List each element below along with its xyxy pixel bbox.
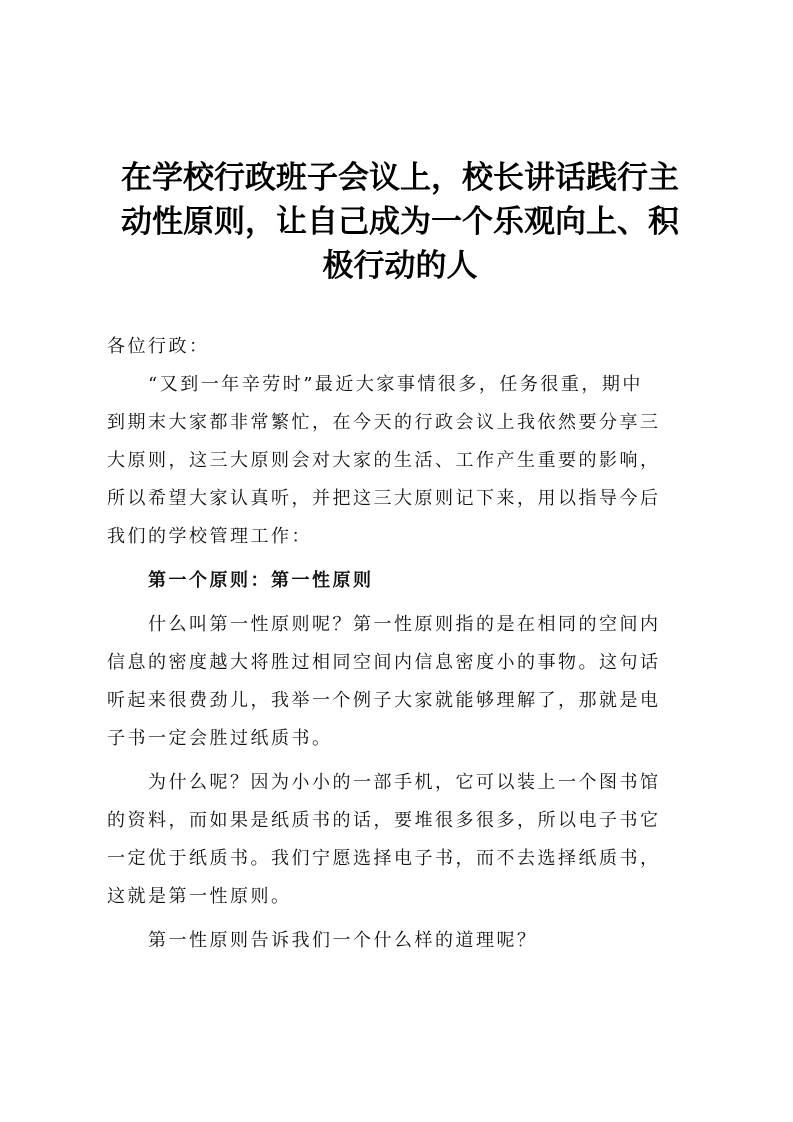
paragraph-line: 听起来很费劲儿，我举一个例子大家就能够理解了，那就是电	[107, 690, 661, 711]
paragraph-line: 到期末大家都非常繁忙，在今天的行政会议上我依然要分享三	[107, 412, 661, 433]
salutation: 各位行政：	[107, 336, 210, 357]
paragraph-example	[107, 764, 687, 916]
title-line: 动性原则，让自己成为一个乐观向上、积	[121, 204, 679, 240]
title-line: 在学校行政班子会议上，校长讲话践行主	[121, 160, 679, 196]
section-heading-first-principle	[107, 562, 687, 600]
title-line: 极行动的人	[322, 248, 478, 284]
document-body	[107, 328, 687, 960]
paragraph-line: 为什么呢？因为小小的一部手机，它可以装上一个图书馆	[148, 772, 661, 793]
paragraph-line: 的资料，而如果是纸质书的话，要堆很多很多，所以电子书它	[107, 810, 661, 831]
paragraph-question	[107, 922, 687, 960]
paragraph-line: 第一性原则告诉我们一个什么样的道理呢？	[148, 930, 538, 951]
paragraph-line: “又到一年辛劳时”最近大家事情很多，任务很重，期中	[148, 374, 643, 395]
paragraph-line: 信息的密度越大将胜过相同空间内信息密度小的事物。这句话	[107, 652, 661, 673]
section-heading: 第一个原则：第一性原则	[148, 570, 374, 591]
paragraph-line: 我们的学校管理工作：	[107, 526, 312, 547]
paragraph-definition	[107, 606, 687, 758]
paragraph-line: 子书一定会胜过纸质书。	[107, 728, 333, 749]
paragraph-line: 什么叫第一性原则呢？第一性原则指的是在相同的空间内	[148, 614, 661, 635]
paragraph-line: 大原则，这三大原则会对大家的生活、工作产生重要的影响，	[107, 450, 661, 471]
paragraph-line: 所以希望大家认真听，并把这三大原则记下来，用以指导今后	[107, 488, 661, 509]
paragraph-line: 一定优于纸质书。我们宁愿选择电子书，而不去选择纸质书，	[107, 848, 661, 869]
paragraph-intro	[107, 366, 687, 556]
document-title	[100, 156, 700, 288]
paragraph-line: 这就是第一性原则。	[107, 886, 292, 907]
